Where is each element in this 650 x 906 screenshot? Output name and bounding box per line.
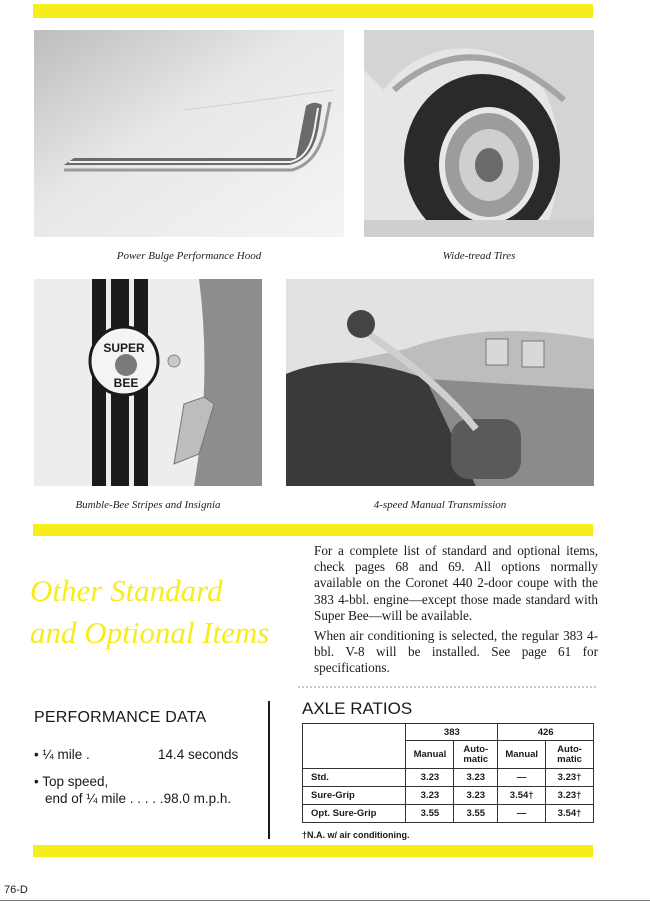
table-row	[303, 787, 594, 805]
axle-ratios-title: AXLE RATIOS	[302, 699, 413, 718]
bottom-rule	[0, 900, 650, 901]
performance-label: • ¼ mile .	[34, 747, 90, 762]
photo-bumble-bee-stripes	[34, 279, 262, 486]
table-cell: 3.54†	[546, 805, 594, 823]
table-corner	[303, 724, 406, 769]
top-yellow-band	[33, 4, 593, 18]
page-number: 76-D	[4, 884, 28, 896]
row-label: Std.	[303, 769, 406, 787]
performance-value: 98.0 m.p.h.	[163, 791, 232, 806]
photo-wide-tread-tires	[364, 30, 594, 237]
table-cell: 3.23	[454, 769, 498, 787]
performance-value: 14.4 seconds	[158, 747, 239, 762]
table-cell: 3.23†	[546, 769, 594, 787]
insignia-bee-text: BEE	[113, 376, 139, 390]
caption-power-bulge-hood: Power Bulge Performance Hood	[116, 250, 262, 262]
performance-data-title: PERFORMANCE DATA	[34, 709, 207, 726]
row-label: Sure-Grip	[303, 787, 406, 805]
bottom-yellow-band	[33, 845, 593, 857]
body-paragraph-2: When air conditioning is selected, the regular 383 4-bbl. V-8 will be installed. See page 61 for specifications.	[314, 628, 598, 676]
sub-header-manual: Manual	[498, 741, 546, 769]
sub-header-automatic: Auto- matic	[546, 741, 594, 769]
performance-label: • Top speed,	[34, 774, 109, 789]
performance-row-quarter-mile	[34, 746, 264, 763]
caption-4-speed-transmission: 4-speed Manual Transmission	[373, 499, 507, 511]
engine-header-383: 383	[406, 724, 498, 741]
axle-ratios-table	[302, 723, 594, 823]
headline-line-2: and Optional Items	[30, 615, 270, 650]
table-cell: 3.23	[454, 787, 498, 805]
caption-wide-tread-tires: Wide-tread Tires	[442, 250, 516, 262]
table-cell: —	[498, 805, 546, 823]
table-row	[303, 769, 594, 787]
photo-4-speed-transmission	[286, 279, 594, 486]
row-label: Opt. Sure-Grip	[303, 805, 406, 823]
table-cell: 3.55	[406, 805, 454, 823]
axle-footnote: †N.A. w/ air conditioning.	[302, 830, 410, 840]
table-cell: 3.54†	[498, 787, 546, 805]
performance-row-top-speed	[34, 773, 264, 807]
engine-header-426: 426	[498, 724, 594, 741]
performance-label-2: end of ¼ mile . . . . .	[45, 791, 164, 806]
body-paragraph-1: For a complete list of standard and optional items, check pages 68 and 69. All options normally available on the Coronet 440 2-door coupe with the 383 4-bbl. engine—except those made standard with Super Bee—will be available.	[314, 543, 598, 623]
caption-bumble-bee-stripes: Bumble-Bee Stripes and Insignia	[75, 499, 221, 511]
table-cell: 3.55	[454, 805, 498, 823]
middle-yellow-band	[33, 524, 593, 536]
table-cell: 3.23	[406, 769, 454, 787]
table-cell: 3.23	[406, 787, 454, 805]
table-row	[303, 805, 594, 823]
dotted-divider	[298, 686, 596, 688]
vertical-divider	[268, 701, 270, 839]
insignia-super-text: SUPER	[103, 341, 145, 355]
section-headline	[30, 570, 300, 654]
table-cell: —	[498, 769, 546, 787]
photo-power-bulge-hood	[34, 30, 344, 237]
sub-header-automatic: Auto- matic	[454, 741, 498, 769]
table-cell: 3.23†	[546, 787, 594, 805]
sub-header-manual: Manual	[406, 741, 454, 769]
headline-line-1: Other Standard	[30, 573, 223, 608]
